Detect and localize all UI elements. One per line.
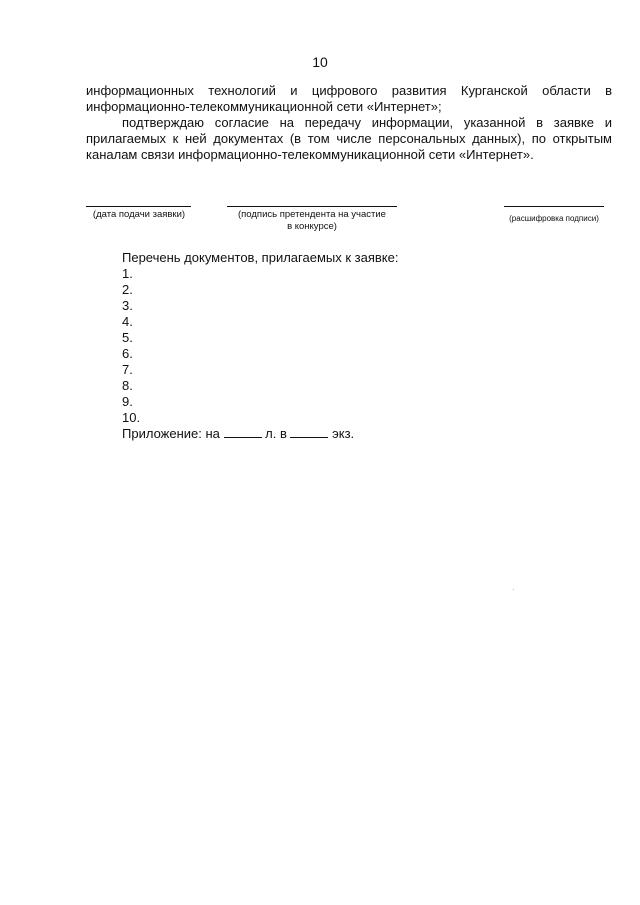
- documents-list: [122, 266, 398, 426]
- list-item: 10.: [122, 410, 141, 425]
- signature-caption: [218, 209, 406, 233]
- page-number: 10: [312, 54, 328, 70]
- appendix-prefix: Приложение: на: [122, 426, 220, 441]
- list-item: 2.: [122, 282, 133, 297]
- documents-list-block: [122, 250, 398, 442]
- list-item: 8.: [122, 378, 133, 393]
- copies-count-blank: [290, 426, 328, 438]
- documents-list-title: Перечень документов, прилагаемых к заявке:: [122, 250, 399, 265]
- list-item: 5.: [122, 330, 133, 345]
- list-item: 7.: [122, 362, 133, 377]
- decoding-caption: (расшифровка подписи): [509, 214, 599, 223]
- list-item: 6.: [122, 346, 133, 361]
- list-item: 9.: [122, 394, 133, 409]
- paragraph-consent: подтверждаю согласие на передачу информации, указанной в заявке и прилагаемых к ней документах (в том числе персональных данных), по открытым каналам связи информационно-телекоммуникационной сети «Интернет».: [86, 115, 612, 162]
- list-item: 1.: [122, 266, 133, 281]
- appendix-line: [122, 426, 398, 442]
- scan-speck: [513, 589, 514, 590]
- signature-caption-line-1: (подпись претендента на участие: [238, 209, 386, 220]
- list-item: 4.: [122, 314, 133, 329]
- decoding-signature-line: [504, 206, 604, 207]
- paragraph-continuation: информационных технологий и цифрового развития Курганской области в информационно-телекоммуникационной сети «Интернет»;: [86, 83, 612, 114]
- date-caption: (дата подачи заявки): [92, 209, 186, 220]
- sheet-count-blank: [224, 426, 262, 438]
- list-item: 3.: [122, 298, 133, 313]
- date-signature-line: [86, 206, 191, 207]
- applicant-signature-line: [227, 206, 397, 207]
- appendix-suffix: экз.: [332, 426, 355, 441]
- signature-caption-line-2: в конкурсе): [287, 221, 337, 232]
- appendix-middle: л. в: [265, 426, 287, 441]
